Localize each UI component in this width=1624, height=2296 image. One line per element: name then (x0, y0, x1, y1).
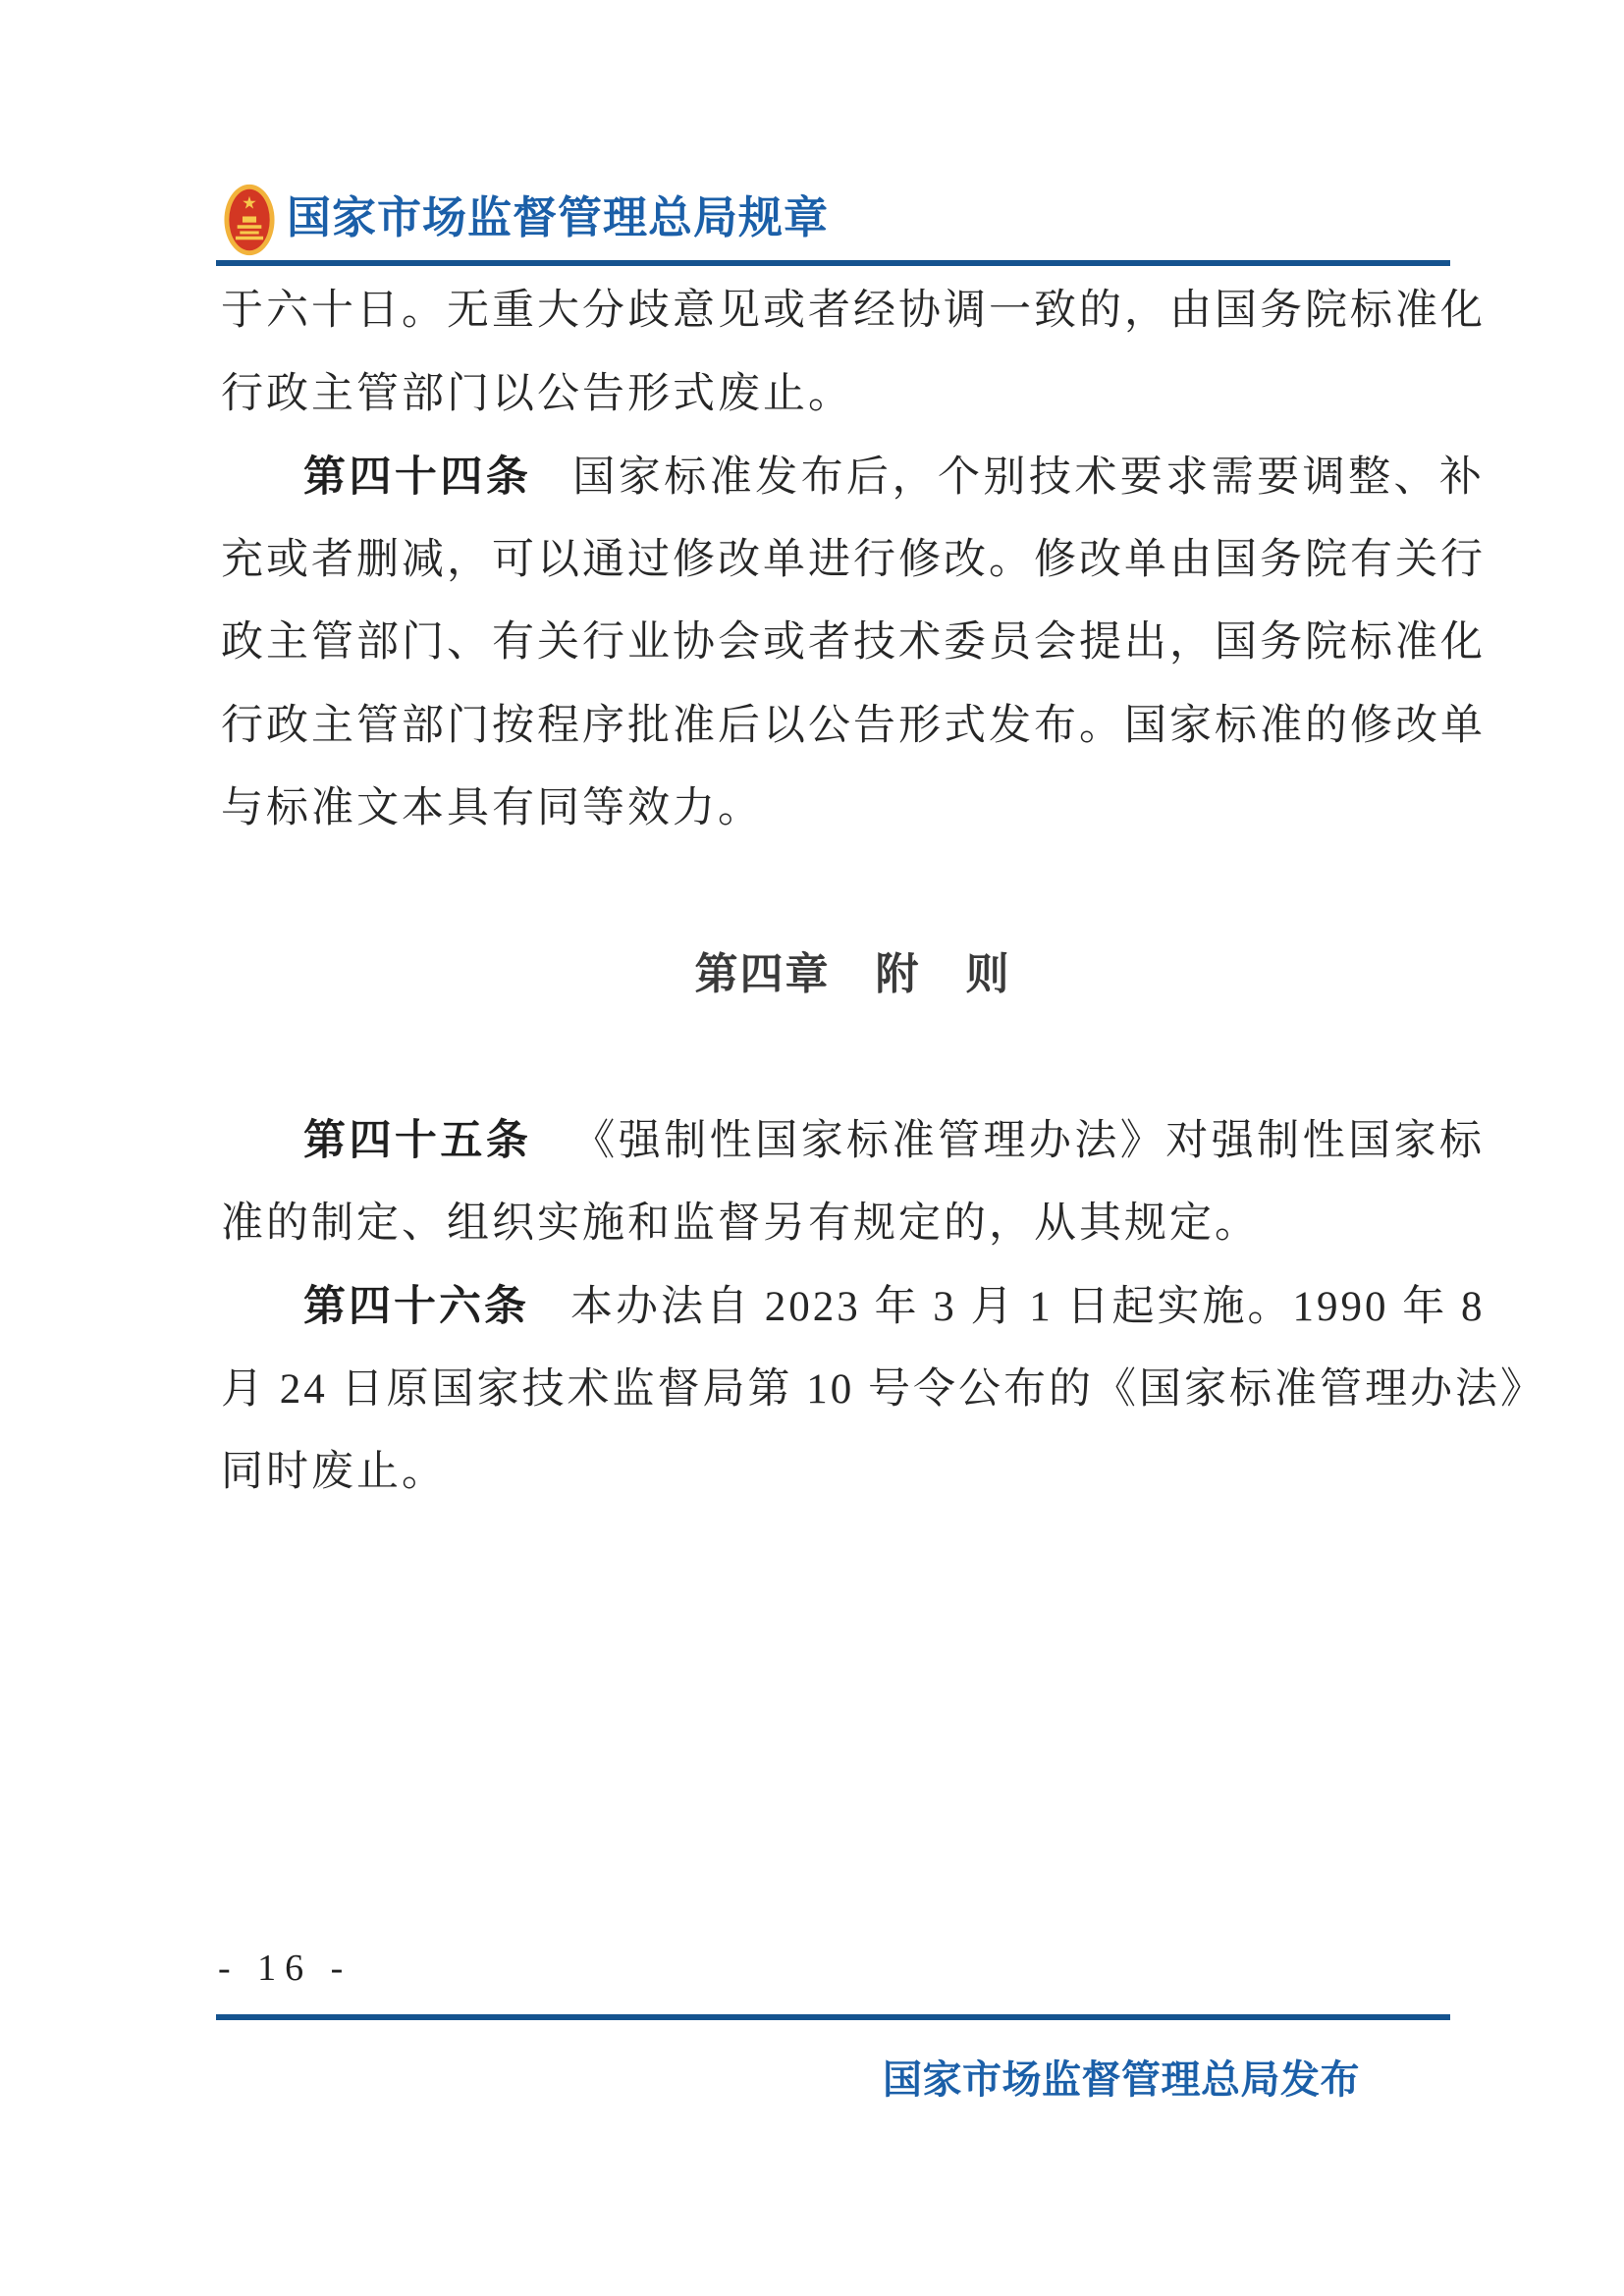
chapter-heading: 第四章 附 则 (694, 950, 1011, 998)
article-number: 第四十五条 (303, 1117, 532, 1164)
body-text-line: 月 24 日原国家技术监督局第 10 号令公布的《国家标准管理办法》 (221, 1365, 1545, 1413)
svg-text:★: ★ (242, 192, 257, 213)
body-text-line: 充或者删减，可以通过修改单进行修改。修改单由国务院有关行 (221, 536, 1486, 583)
body-text-line: 与标准文本具有同等效力。 (221, 785, 763, 831)
document-body (221, 270, 1545, 1515)
article-number: 第四十六条 (303, 1283, 529, 1330)
body-text-line (221, 436, 1485, 519)
header-rule (216, 260, 1450, 266)
body-text-line: 政主管部门、有关行业协会或者技术委员会提出，国务院标准化 (221, 619, 1486, 666)
article-text: 本办法自 2023 年 3 月 1 日起实施。1990 年 8 (570, 1284, 1486, 1330)
article-text: 国家标准发布后，个别技术要求需要调整、补 (572, 454, 1486, 501)
page-number: - 16 - (218, 1948, 352, 1989)
article-number: 第四十四条 (303, 454, 532, 501)
header-title: 国家市场监督管理总局规章 (287, 193, 830, 242)
body-text-line: 于六十日。无重大分歧意见或者经协调一致的，由国务院标准化 (221, 288, 1486, 334)
body-text-line: 准的制定、组织实施和监督另有规定的，从其规定。 (221, 1200, 1260, 1247)
body-text-line: 同时废止。 (221, 1449, 447, 1495)
body-text-line: 行政主管部门按程序批准后以公告形式发布。国家标准的修改单 (221, 702, 1486, 749)
body-text-line: 行政主管部门以公告形式废止。 (221, 370, 853, 417)
article-text: 《强制性国家标准管理办法》对强制性国家标 (572, 1118, 1486, 1164)
body-text-line (221, 1265, 1485, 1349)
publisher-label: 国家市场监督管理总局发布 (883, 2057, 1360, 2102)
body-text-line (221, 1099, 1485, 1183)
national-emblem-icon (223, 184, 276, 256)
footer-rule (216, 2014, 1450, 2020)
